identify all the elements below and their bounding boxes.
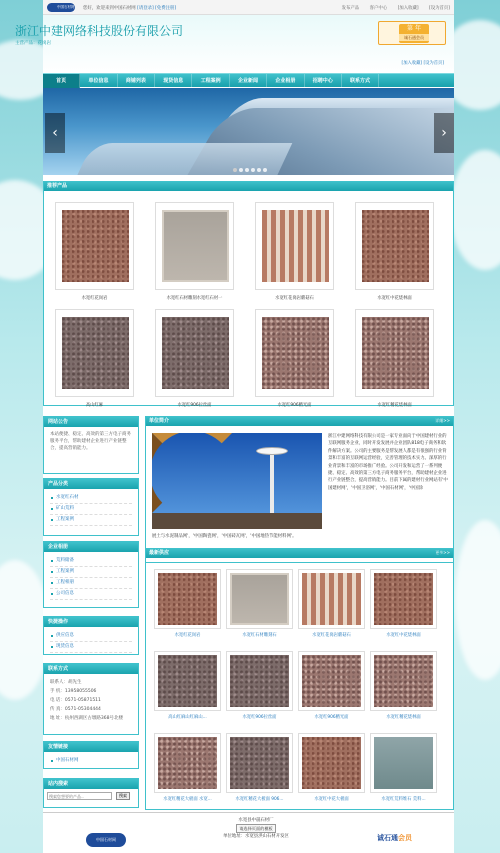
company-album-box	[43, 541, 139, 608]
supply-thumb[interactable]	[226, 569, 293, 629]
supply-caption[interactable]: 高山红麻山红麻山...	[168, 715, 207, 720]
supply-item[interactable]	[226, 651, 293, 720]
supply-thumb[interactable]	[370, 733, 437, 793]
intro-text: 浙江中建网络科技有限公司是一家专业面向于中国建材行业的互联网服务企业，同时开发发展并企业团队818电子商务和软件解决方案。公司的主要服务是帮发展人都是有很强的行业背景和丰富的互联网运营经验，完善管理的技术实力。深厚的行业背景和丰富的市场推广经验。公司开发和运营了一系列便捷、稳定、高效的第三方电子商务服务平台，帮助建材企业进行产业链整合，提高营销能力。目前下属的建材行业网站有'中国建材网'，'中国卫浴网'，'中国石材网'，'中国涂	[328, 434, 448, 491]
supply-thumb[interactable]	[298, 569, 365, 629]
recommend-item[interactable]	[255, 309, 334, 408]
intro-title-text: 单位简介	[149, 418, 170, 424]
nav-shop-list[interactable]: 商铺列表	[118, 74, 155, 88]
supply-image	[374, 573, 433, 625]
contact-person: 联系人：胡先生	[50, 680, 82, 685]
category-item[interactable]: 水宽红石材	[50, 493, 132, 504]
member-badge	[378, 21, 446, 45]
header-add-favorite-link[interactable]: [加入收藏]	[401, 61, 423, 66]
supply-item[interactable]	[226, 733, 293, 802]
main-products-label: 主营产品：	[15, 41, 38, 46]
supply-section	[145, 548, 454, 810]
top-bar	[43, 0, 454, 15]
banner-dot[interactable]	[233, 168, 237, 172]
nav-cases[interactable]: 工程案例	[192, 74, 229, 88]
album-item[interactable]: 荒料储备	[50, 556, 132, 567]
supply-caption[interactable]: 水宽红中花烧林面	[386, 633, 421, 638]
contact-address: 地 址：杭州西湖区古墩路368号北楼	[50, 716, 124, 721]
product-caption[interactable]: 水宽红石材雕刻水宽红石材一	[166, 296, 223, 301]
supply-item[interactable]	[370, 733, 437, 802]
banner-slider	[43, 88, 454, 175]
supply-item[interactable]	[298, 733, 365, 802]
recommend-item[interactable]	[355, 309, 434, 408]
banner-dot[interactable]	[257, 168, 261, 172]
product-thumb[interactable]	[155, 309, 234, 397]
banner-dot[interactable]	[251, 168, 255, 172]
supply-caption[interactable]: 水宽红精花烧林面	[386, 715, 421, 720]
main-nav	[43, 73, 454, 87]
supply-thumb[interactable]	[154, 733, 221, 793]
nav-news[interactable]: 企业新闻	[230, 74, 267, 88]
footer-address: 单位地址：水宽县洪山石材开发区	[223, 834, 289, 839]
contact-box	[43, 663, 139, 735]
register-link[interactable]: [免费注册]	[155, 6, 177, 11]
supply-more-link[interactable]: 更多>>	[435, 550, 450, 555]
supply-caption[interactable]: 水宽红石材雕刻石	[242, 633, 277, 638]
product-image	[162, 210, 229, 282]
product-caption[interactable]: 水宽红906拉丝面	[177, 403, 212, 408]
supply-image	[158, 737, 217, 789]
intro-more-link[interactable]: 详细>>	[435, 418, 450, 423]
nav-company-info[interactable]: 单位信息	[80, 74, 117, 88]
supply-caption[interactable]: 水宽红花岗岩	[174, 633, 201, 638]
product-image	[162, 317, 229, 389]
product-caption[interactable]: 水宽红精花烧林面	[377, 403, 412, 408]
badge-year: 第 年	[407, 25, 421, 32]
product-caption[interactable]: 水宽红花岗岩	[81, 296, 108, 301]
supply-image	[302, 573, 361, 625]
badge-member-label: 诚石通会员	[399, 34, 429, 41]
site-logo[interactable]	[47, 3, 75, 12]
footer-logo[interactable]: 中国石材网	[86, 833, 126, 847]
supply-thumb[interactable]	[298, 733, 365, 793]
banner-dot[interactable]	[239, 168, 243, 172]
product-image	[62, 317, 129, 389]
supply-item[interactable]	[370, 569, 437, 638]
quick-ops-box	[43, 616, 139, 655]
supply-thumb[interactable]	[298, 651, 365, 711]
product-image	[62, 210, 129, 282]
company-album-title: 企业相册	[44, 542, 138, 552]
intro-section	[145, 416, 454, 563]
product-image	[262, 210, 329, 282]
product-image	[362, 317, 429, 389]
supply-caption[interactable]: 水宽红花岗岩蘑菇石	[312, 633, 351, 638]
supply-image	[230, 737, 289, 789]
site-search-box	[43, 778, 139, 808]
supply-image	[302, 655, 361, 707]
header-set-home-link[interactable]: [设为首页]	[423, 61, 444, 66]
welcome-label: 您好，欢迎来到中国石材网	[83, 6, 136, 11]
recommend-item[interactable]	[255, 202, 334, 301]
banner-prev-arrow[interactable]: ‹	[45, 113, 65, 153]
supply-thumb[interactable]	[154, 651, 221, 711]
company-photo	[152, 433, 322, 529]
album-item[interactable]: 公司信息	[50, 589, 132, 600]
product-thumb[interactable]	[255, 309, 334, 397]
banner-next-arrow[interactable]: ›	[434, 113, 454, 153]
product-thumb[interactable]	[55, 309, 134, 397]
supply-image	[158, 573, 217, 625]
main-products	[15, 40, 51, 46]
welcome-text	[83, 5, 176, 11]
supply-caption[interactable]: 水宽红906精光面	[314, 715, 349, 720]
supply-thumb[interactable]	[370, 651, 437, 711]
site-search-input[interactable]	[47, 792, 112, 800]
nav-jobs[interactable]: 招聘中心	[305, 74, 342, 88]
nav-album[interactable]: 企业相册	[267, 74, 304, 88]
product-thumb[interactable]	[55, 202, 134, 290]
banner-dot[interactable]	[245, 168, 249, 172]
supply-caption[interactable]: 水宽红中花大板面	[314, 797, 349, 802]
supply-title-text: 最新供应	[149, 550, 170, 556]
site-search-title: 站内搜索	[44, 779, 138, 789]
product-thumb[interactable]	[355, 202, 434, 290]
supply-image	[374, 655, 433, 707]
intro-text-continued: 展土与水泥制品网'，'中国陶瓷网'，'中国砖瓦网'，'中国地热节能材料网'。	[152, 534, 297, 539]
contact-title: 联系方式	[44, 664, 138, 674]
supply-image	[158, 655, 217, 707]
supply-image	[302, 737, 361, 789]
album-item[interactable]: 工程案例	[50, 567, 132, 578]
banner-dot[interactable]	[263, 168, 267, 172]
recommend-item[interactable]	[55, 309, 134, 408]
product-caption[interactable]: 水宽红中花烧林面	[377, 296, 412, 301]
quick-ops-title: 快捷操作	[44, 617, 138, 627]
top-links	[333, 5, 450, 11]
friend-links-title: 友情链接	[44, 742, 138, 752]
friend-links-box	[43, 741, 139, 769]
product-caption[interactable]: 高山红麻	[85, 403, 104, 408]
category-item[interactable]: 矿山荒料	[50, 504, 132, 515]
publish-product-link[interactable]: 发布产品	[341, 6, 360, 11]
quick-op-item[interactable]: 供应信息	[50, 631, 132, 642]
contact-phone: 电 话：0571-05871511	[50, 698, 101, 703]
supply-item[interactable]	[226, 569, 293, 638]
header-links	[402, 60, 444, 66]
category-box	[43, 478, 139, 536]
footer-member-logo-b: 会员	[398, 834, 412, 842]
nav-home[interactable]: 首页	[43, 74, 80, 88]
company-name: 浙江中建网络科技股份有限公司	[15, 24, 184, 38]
footer	[43, 812, 454, 853]
recommend-title-text: 推荐产品	[47, 183, 68, 189]
template-select[interactable]: 请选择页面的模板	[236, 824, 276, 833]
friend-link-item[interactable]: 中国石材网	[50, 756, 132, 766]
supply-item[interactable]	[154, 733, 221, 802]
supply-thumb[interactable]	[226, 651, 293, 711]
supply-image	[230, 655, 289, 707]
supply-caption[interactable]: 水宽红906拉丝面	[242, 715, 277, 720]
footer-member-logo	[377, 833, 412, 843]
nav-contact[interactable]: 联系方式	[342, 74, 379, 88]
supply-item[interactable]	[370, 651, 437, 720]
quick-op-item[interactable]: 现货信息	[50, 642, 132, 653]
supply-caption[interactable]: 水宽红精花大板面 906...	[235, 797, 284, 802]
recommend-section	[43, 181, 454, 406]
footer-info	[206, 817, 306, 840]
main-products-value: 花岗岩	[37, 41, 51, 46]
customer-center-link[interactable]: 客户中心	[369, 6, 388, 11]
supply-item[interactable]	[154, 651, 221, 720]
supply-image	[374, 737, 433, 789]
contact-mobile: 手 机：13958055506	[50, 689, 97, 694]
banner-dots	[233, 168, 269, 172]
nav-stock-info[interactable]: 现货信息	[155, 74, 192, 88]
product-caption[interactable]: 水宽红906精光面	[277, 403, 312, 408]
recommend-item[interactable]	[155, 202, 234, 301]
album-item[interactable]: 工程相册	[50, 578, 132, 589]
contact-fax: 传 真：0571-05304444	[50, 707, 101, 712]
supply-thumb[interactable]	[370, 569, 437, 629]
cloud-decoration	[450, 150, 500, 270]
notice-text: 本站便捷、稳定、高效的第三方电子商务服务平台，帮助建材企业进行产业链整合，提高营销能力。	[50, 432, 131, 451]
supply-item[interactable]	[298, 651, 365, 720]
set-homepage-link[interactable]: [设为首页]	[429, 6, 450, 11]
product-image	[362, 210, 429, 282]
product-thumb[interactable]	[255, 202, 334, 290]
cloud-decoration	[455, 520, 500, 680]
category-title: 产品分类	[44, 479, 138, 489]
notice-box	[43, 416, 139, 474]
add-favorite-link[interactable]: [加入收藏]	[397, 6, 419, 11]
supply-image	[230, 573, 289, 625]
supply-thumb[interactable]	[154, 569, 221, 629]
supply-thumb[interactable]	[226, 733, 293, 793]
supply-caption[interactable]: 水宽红精花大板面 水宽...	[163, 797, 212, 802]
product-image	[262, 317, 329, 389]
footer-member-logo-a: 诚石通	[377, 834, 398, 842]
recommend-item[interactable]	[55, 202, 134, 301]
supply-item[interactable]	[298, 569, 365, 638]
supply-item[interactable]	[154, 569, 221, 638]
category-item[interactable]: 工程案例	[50, 515, 132, 526]
notice-title: 网站公告	[44, 417, 138, 427]
recommend-item[interactable]	[355, 202, 434, 301]
product-thumb[interactable]	[155, 202, 234, 290]
product-thumb[interactable]	[355, 309, 434, 397]
recommend-item[interactable]	[155, 309, 234, 408]
footer-company: 水宽县中晟石材厂	[238, 818, 274, 823]
supply-caption[interactable]: 水宽红荒料堆石 荒料...	[381, 797, 426, 802]
product-caption[interactable]: 水宽红花岗岩蘑菇石	[275, 296, 314, 301]
login-link[interactable]: [请登录]	[137, 6, 154, 11]
site-logo-text: 中国石材网	[57, 5, 75, 9]
site-search-button[interactable]: 搜索	[116, 792, 130, 800]
